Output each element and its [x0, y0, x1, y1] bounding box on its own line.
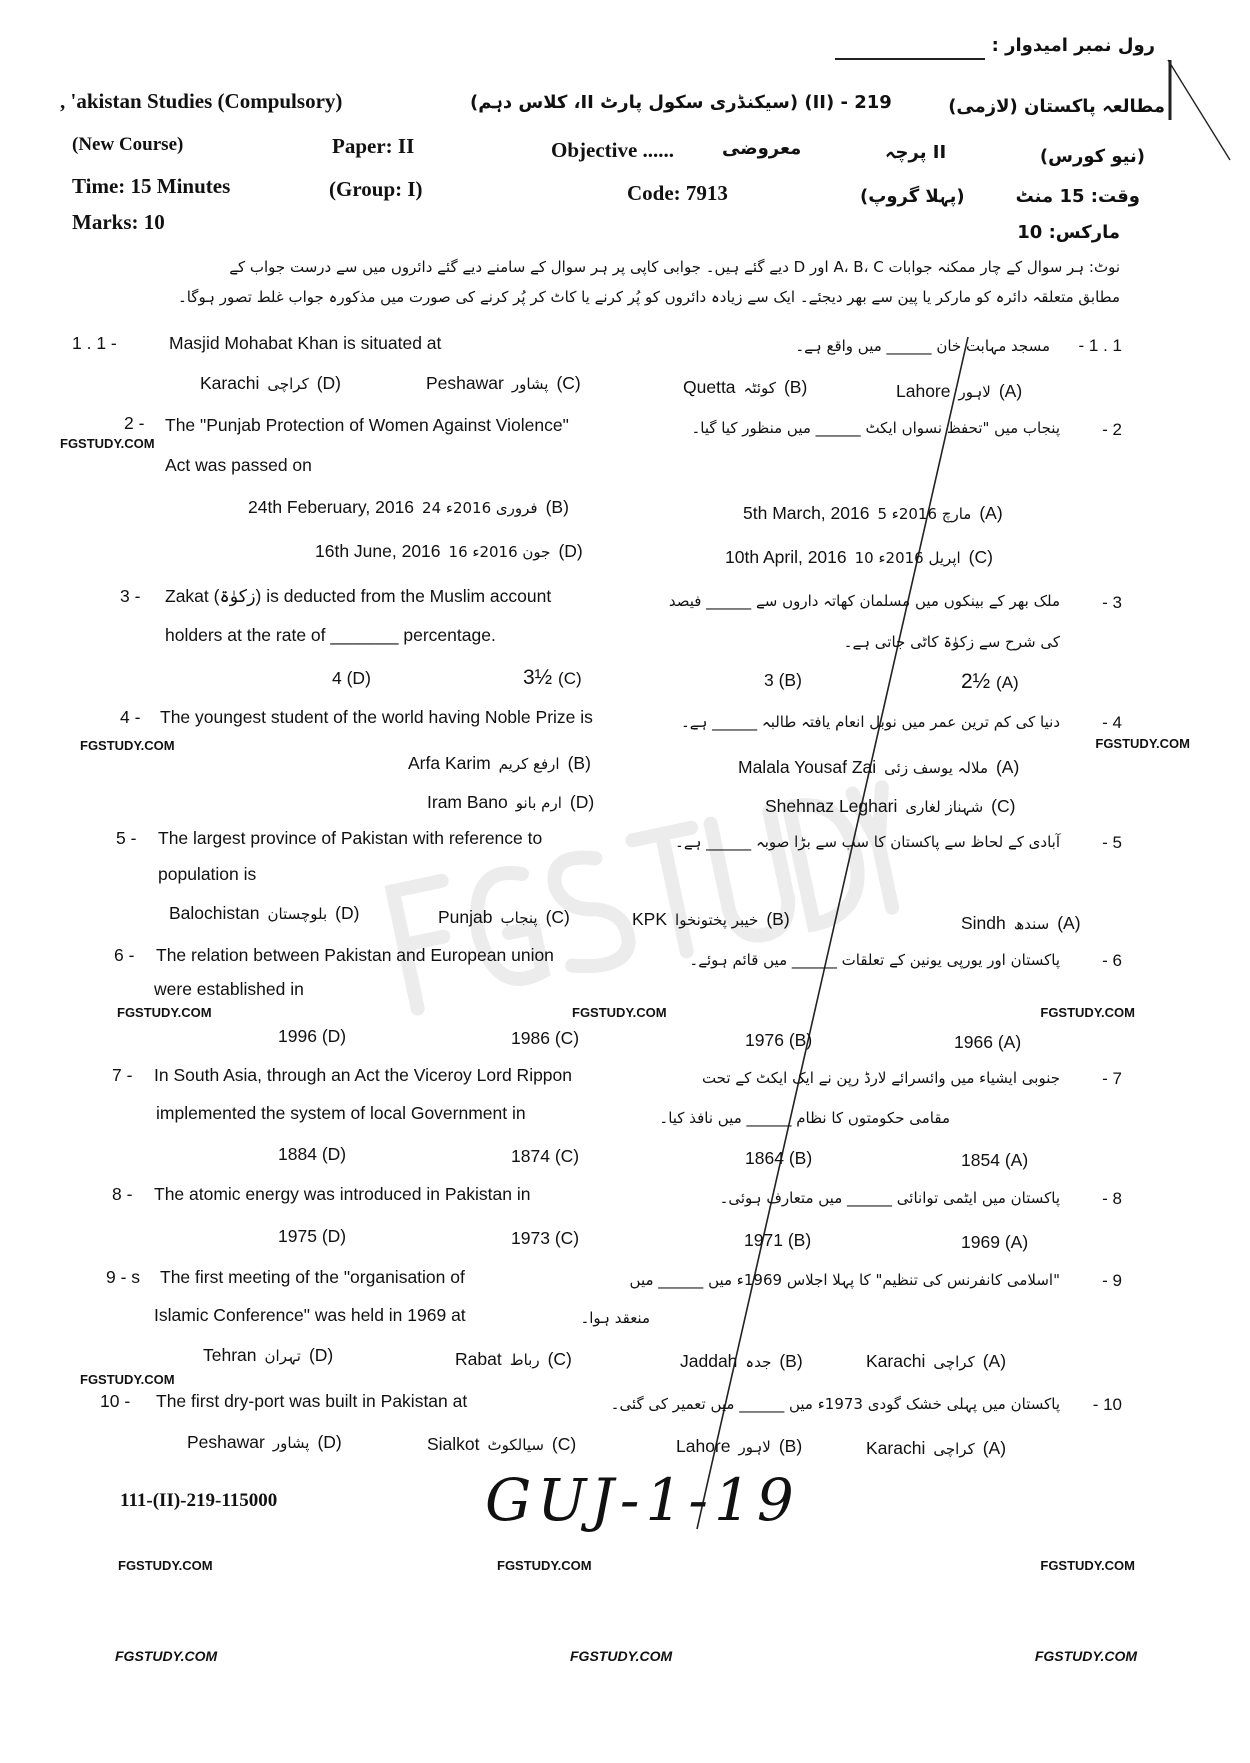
course-english: (New Course): [72, 134, 184, 155]
option-text: Shehnaz Leghari: [765, 796, 898, 816]
option-text: (B): [783, 377, 808, 397]
option-a[interactable]: [896, 381, 1022, 402]
option-text: 3½: [523, 666, 553, 689]
option-text: Malala Yousaf Zai: [738, 757, 877, 777]
option-text: Peshawar: [426, 373, 504, 393]
question-text-urdu: مقامی حکومتوں کا نظام ______ میں نافذ کیا۔: [659, 1109, 950, 1127]
roll-number-blank: [835, 58, 985, 60]
question-text: Zakat (زکوٰۃ) is deducted from the Muslim account: [165, 586, 552, 606]
watermark-text: FGSTUDY.COM: [80, 738, 175, 753]
option-d[interactable]: [278, 1026, 346, 1047]
question-number: 9 - s: [106, 1267, 141, 1287]
course-urdu: (نیو کورس): [1039, 146, 1145, 167]
option-text: (A): [996, 673, 1019, 692]
option-text-urdu: پشاور: [511, 375, 549, 393]
option-d[interactable]: [427, 792, 594, 813]
watermark-text: FGSTUDY.COM: [572, 1005, 667, 1020]
option-text-urdu: خیبر پختونخوا: [675, 911, 759, 929]
option-text-urdu: تہران: [264, 1347, 301, 1365]
watermark-text: FGSTUDY.COM: [570, 1648, 673, 1664]
option-text-urdu: جدہ: [745, 1353, 772, 1371]
option-d[interactable]: [203, 1345, 333, 1366]
question-text: population is: [158, 864, 257, 884]
option-text: 4: [332, 668, 342, 688]
option-text: (D): [346, 668, 371, 688]
option-text: (A): [1004, 1232, 1029, 1252]
option-b[interactable]: [680, 1351, 803, 1372]
question-text: implemented the system of local Government in: [156, 1103, 526, 1123]
group-english: (Group: I): [329, 177, 423, 201]
option-a[interactable]: [866, 1351, 1006, 1372]
option-text: Sialkot: [427, 1434, 480, 1454]
option-text-urdu: کراچی: [933, 1440, 975, 1458]
option-text: (B): [778, 1436, 803, 1456]
option-text: 1854: [961, 1150, 1000, 1170]
question-number: 7 -: [112, 1065, 133, 1085]
option-text: (A): [1057, 913, 1081, 933]
question-text: The atomic energy was introduced in Pakistan in: [154, 1184, 531, 1204]
option-text: Quetta: [683, 377, 736, 397]
option-a[interactable]: [961, 1150, 1028, 1171]
question-number: 5 -: [116, 828, 137, 848]
watermark-text: FGSTUDY.COM: [497, 1558, 592, 1573]
option-text-urdu: ارم بانو: [515, 794, 562, 812]
option-text: (A): [982, 1438, 1007, 1458]
option-text: 1884: [278, 1144, 317, 1164]
question-number-urdu: - 5: [1102, 833, 1122, 852]
option-c[interactable]: [511, 1028, 579, 1049]
option-text: 16th June, 2016: [315, 541, 441, 561]
option-text: (C): [558, 669, 582, 688]
option-text-urdu: سندھ: [1013, 915, 1050, 933]
watermark-text: FGSTUDY.COM: [118, 1558, 213, 1573]
option-text-urdu: سیالکوٹ: [487, 1436, 544, 1454]
option-b[interactable]: [632, 909, 790, 930]
question-text: The "Punjab Protection of Women Against Violence": [165, 415, 569, 435]
option-b[interactable]: [745, 1148, 812, 1169]
option-text: (D): [558, 541, 583, 561]
question-number-urdu: - 1 . 1: [1078, 336, 1122, 355]
option-text: (B): [779, 1351, 803, 1371]
option-c[interactable]: [455, 1349, 572, 1370]
question-number-urdu: - 6: [1102, 951, 1122, 970]
question-number-urdu: - 7: [1102, 1069, 1122, 1088]
option-text: (D): [569, 792, 595, 812]
question-number: 2 -: [124, 413, 145, 433]
watermark-text: FGSTUDY.COM: [117, 1005, 212, 1020]
option-text: Arfa Karim: [408, 753, 491, 773]
question-text: The largest province of Pakistan with reference to: [158, 828, 543, 848]
paper-serial-number: 111-(II)-219-115000: [120, 1490, 278, 1511]
option-text-urdu: 5 مارچ 2016ء: [877, 505, 972, 523]
option-text: (C): [554, 1028, 580, 1048]
option-text: (D): [321, 1226, 347, 1246]
option-text: (B): [788, 1148, 813, 1168]
paper-code-urdu: 219 - (II) (سیکنڈری سکول پارٹ II، کلاس دہم): [470, 92, 892, 113]
option-text: (B): [778, 670, 802, 690]
question-text: The first dry-port was built in Pakistan at: [156, 1391, 468, 1411]
option-text: (C): [991, 796, 1016, 816]
option-b[interactable]: [745, 1030, 812, 1051]
question-number: 4 -: [120, 707, 141, 727]
option-text: (A): [998, 381, 1023, 401]
option-d[interactable]: [278, 1144, 346, 1165]
option-c[interactable]: [523, 666, 582, 690]
question-text: Islamic Conference" was held in 1969 at: [154, 1305, 466, 1325]
roll-number-label: رول نمبر امیدوار :: [991, 35, 1155, 56]
marks-urdu: مارکس: 10: [1017, 222, 1120, 243]
question-text-urdu: دنیا کی کم ترین عمر میں نوبل انعام یافتہ طالبہ ______ ہے۔: [681, 713, 1060, 731]
option-text: 1973: [511, 1228, 550, 1248]
option-text-urdu: 24 فروری 2016ء: [422, 499, 538, 517]
question-text: In South Asia, through an Act the Viceroy Lord Rippon: [154, 1065, 573, 1085]
option-text: (B): [545, 497, 569, 517]
question-text-urdu: پاکستان اور یورپی یونین کے تعلقات ______ میں قائم ہوئے۔: [689, 951, 1060, 969]
option-text: (C): [554, 1146, 580, 1166]
option-text: Peshawar: [187, 1432, 265, 1452]
option-text: 1874: [511, 1146, 550, 1166]
option-text: (C): [556, 373, 581, 393]
note-line-2: مطابق متعلقہ دائرہ کو مارکر یا پین سے بھر دیجئے۔ ایک سے زیادہ دائروں کو پُر کرنے یا کاٹ کر پُر کرنے کی صورت میں مذکورہ جواب غلط تصور ہوگا۔: [177, 288, 1120, 306]
option-d[interactable]: [200, 373, 341, 394]
option-text: 1976: [745, 1030, 784, 1050]
option-text: (C): [545, 907, 570, 927]
question-text: The relation between Pakistan and European union: [156, 945, 554, 965]
option-text: 1969: [961, 1232, 1000, 1252]
question-text-urdu: جنوبی ایشیاء میں وائسرائے لارڈ رپن نے ایک ایکٹ کے تحت: [701, 1069, 1060, 1087]
option-d[interactable]: [187, 1432, 342, 1453]
paper-english: Paper: II: [332, 134, 415, 158]
question-number: 6 -: [114, 945, 135, 965]
question-text-urdu: مسجد مہابت خان ______ میں واقع ہے۔: [795, 337, 1050, 355]
option-a[interactable]: [961, 670, 1019, 694]
option-text-urdu: لاہور: [958, 383, 991, 401]
option-c[interactable]: [725, 547, 993, 568]
option-text: (D): [317, 1432, 342, 1452]
option-text: (A): [995, 757, 1020, 777]
question-number-urdu: - 10: [1092, 1395, 1122, 1414]
option-text: Karachi: [866, 1351, 926, 1371]
watermark-text: FGSTUDY.COM: [1040, 1005, 1135, 1020]
option-b[interactable]: [744, 1230, 811, 1251]
option-a[interactable]: [961, 913, 1081, 934]
option-text: (B): [567, 753, 591, 773]
option-text: (C): [551, 1434, 577, 1454]
option-text-urdu: پشاور: [272, 1434, 310, 1452]
option-text-urdu: 16 جون 2016ء: [448, 543, 551, 561]
question-text: The first meeting of the "organisation of: [160, 1267, 465, 1287]
option-text: (D): [335, 903, 360, 923]
option-text-urdu: 10 اپریل 2016ء: [854, 549, 961, 567]
option-a[interactable]: [954, 1032, 1021, 1053]
option-b[interactable]: [408, 753, 591, 774]
option-d[interactable]: [169, 903, 359, 924]
option-text-urdu: لاہور: [738, 1438, 771, 1456]
time-urdu: وقت: 15 منٹ: [1015, 186, 1140, 207]
option-text: Jaddah: [680, 1351, 738, 1371]
question-number-urdu: - 2: [1102, 420, 1122, 439]
option-a[interactable]: [738, 757, 1019, 778]
option-text-urdu: رباط: [509, 1351, 540, 1369]
question-text: Act was passed on: [165, 455, 312, 475]
question-text: The youngest student of the world having Noble Prize is: [160, 707, 593, 727]
option-d[interactable]: [315, 541, 583, 562]
option-b[interactable]: [676, 1436, 802, 1457]
paper-code: Code: 7913: [627, 181, 728, 205]
option-text-urdu: بلوچستان: [267, 905, 328, 923]
option-text: (A): [982, 1351, 1007, 1371]
option-text: Sindh: [961, 913, 1006, 933]
option-text: (C): [547, 1349, 572, 1369]
option-text: Karachi: [200, 373, 260, 393]
option-text: (A): [979, 503, 1003, 523]
time-english: Time: 15 Minutes: [72, 174, 231, 198]
option-text: Rabat: [455, 1349, 502, 1369]
question-text-urdu: ملک بھر کے بینکوں میں مسلمان کھاتہ داروں سے ______ فیصد: [668, 592, 1060, 610]
option-b[interactable]: [683, 377, 807, 398]
option-text: (C): [554, 1228, 580, 1248]
option-text: (B): [787, 1230, 812, 1250]
option-text: Lahore: [676, 1436, 731, 1456]
group-urdu: (پہلا گروپ): [860, 186, 965, 207]
question-text-urdu: "اسلامی کانفرنس کی تنظیم" کا پہلا اجلاس 1969ء میں ______ میں: [629, 1271, 1060, 1289]
question-text-urdu: پاکستان میں پہلی خشک گودی 1973ء میں ______ میں تعمیر کی گئی۔: [610, 1395, 1060, 1413]
option-text: 1975: [278, 1226, 317, 1246]
option-text: 24th Feberuary, 2016: [248, 497, 415, 517]
option-text-urdu: پنجاب: [500, 909, 538, 927]
question-number-urdu: - 3: [1102, 593, 1122, 612]
option-c[interactable]: [426, 373, 581, 394]
watermark-text: FGSTUDY.COM: [1095, 736, 1190, 751]
handwritten-note: GUJ-1-19: [485, 1466, 800, 1534]
option-text: (C): [968, 547, 993, 567]
subject-urdu: مطالعہ پاکستان (لازمی): [948, 96, 1165, 117]
option-text-urdu: کراچی: [933, 1353, 975, 1371]
question-number: 10 -: [100, 1391, 131, 1411]
option-text: 1966: [954, 1032, 993, 1052]
option-text-urdu: ارفع کریم: [498, 755, 560, 773]
option-d[interactable]: [332, 668, 371, 689]
question-text-urdu: آبادی کے لحاظ سے پاکستان کا سب سے بڑا صوبہ ______ ہے۔: [675, 833, 1060, 851]
subject-english: , 'akistan Studies (Compulsory): [60, 89, 343, 113]
option-c[interactable]: [511, 1146, 579, 1167]
watermark-text: FGSTUDY.COM: [1040, 1558, 1135, 1573]
watermark-text: FGSTUDY.COM: [1034, 1648, 1137, 1664]
question-number: 1 . 1 -: [72, 333, 117, 353]
option-text: (D): [321, 1144, 347, 1164]
option-text: Lahore: [896, 381, 951, 401]
question-text: Masjid Mohabat Khan is situated at: [169, 333, 442, 353]
option-a[interactable]: [743, 503, 1003, 524]
option-text: (A): [997, 1032, 1022, 1052]
option-text-urdu: شہناز لغاری: [905, 798, 984, 816]
option-d[interactable]: [278, 1226, 346, 1247]
option-text: 2½: [961, 670, 991, 693]
option-text: KPK: [632, 909, 668, 929]
question-text-urdu: پنجاب میں "تحفظ نسواں ایکٹ ______ میں منظور کیا گیا۔: [691, 419, 1060, 437]
option-text: 10th April, 2016: [725, 547, 847, 567]
option-a[interactable]: [866, 1438, 1006, 1459]
option-text-urdu: کوئٹہ: [743, 379, 776, 397]
option-text: 1996: [278, 1026, 317, 1046]
option-c[interactable]: [511, 1228, 579, 1249]
question-number-urdu: - 8: [1102, 1189, 1122, 1208]
option-text: (D): [316, 373, 342, 393]
question-number-urdu: - 9: [1102, 1271, 1122, 1290]
question-text: holders at the rate of _______ percentage.: [165, 625, 496, 645]
option-text: 3: [764, 670, 774, 690]
option-text: (B): [766, 909, 790, 929]
option-text: Karachi: [866, 1438, 926, 1458]
question-text-urdu: کی شرح سے زکوٰۃ کاٹی جاتی ہے۔: [843, 633, 1060, 651]
option-text: 5th March, 2016: [743, 503, 870, 523]
question-number: 3 -: [120, 586, 141, 606]
paper-urdu: II پرچہ: [885, 142, 947, 163]
option-text: Iram Bano: [427, 792, 508, 812]
note-line-1: نوٹ: ہر سوال کے چار ممکنہ جوابات A، B، C اور D دیے گئے ہیں۔ جوابی کاپی پر ہر سوال کے سامنے دیے گئے دائروں میں سے درست جواب کے: [229, 258, 1120, 276]
objective-urdu: معروضی: [722, 138, 802, 159]
option-text: Tehran: [203, 1345, 257, 1365]
option-text-urdu: ملالہ یوسف زئی: [884, 759, 988, 777]
option-text: (D): [321, 1026, 347, 1046]
watermark-text: FGSTUDY.COM: [115, 1648, 218, 1664]
objective-english: Objective ......: [551, 138, 675, 162]
question-text-urdu: پاکستان میں ایٹمی توانائی ______ میں متعارف ہوئی۔: [719, 1189, 1060, 1207]
option-text: (B): [788, 1030, 813, 1050]
watermark-text: FGSTUDY.COM: [60, 436, 155, 451]
question-text: were established in: [154, 979, 304, 999]
option-text: Punjab: [438, 907, 493, 927]
question-number: 8 -: [112, 1184, 133, 1204]
option-text: 1971: [744, 1230, 783, 1250]
option-text: (D): [308, 1345, 334, 1365]
option-c[interactable]: [765, 796, 1015, 817]
option-text: (A): [1004, 1150, 1029, 1170]
option-text: 1986: [511, 1028, 550, 1048]
option-a[interactable]: [961, 1232, 1028, 1253]
option-text-urdu: کراچی: [267, 375, 309, 393]
option-c[interactable]: [427, 1434, 576, 1455]
question-number-urdu: - 4: [1102, 713, 1122, 732]
marks-english: Marks: 10: [72, 210, 165, 234]
option-text: 1864: [745, 1148, 784, 1168]
option-c[interactable]: [438, 907, 570, 928]
option-b[interactable]: [764, 670, 802, 691]
watermark-text: FGSTUDY.COM: [80, 1372, 175, 1387]
option-text: Balochistan: [169, 903, 260, 923]
instructions-note: [70, 252, 1120, 312]
option-b[interactable]: [248, 497, 569, 518]
question-text-urdu: منعقد ہوا۔: [580, 1309, 650, 1327]
